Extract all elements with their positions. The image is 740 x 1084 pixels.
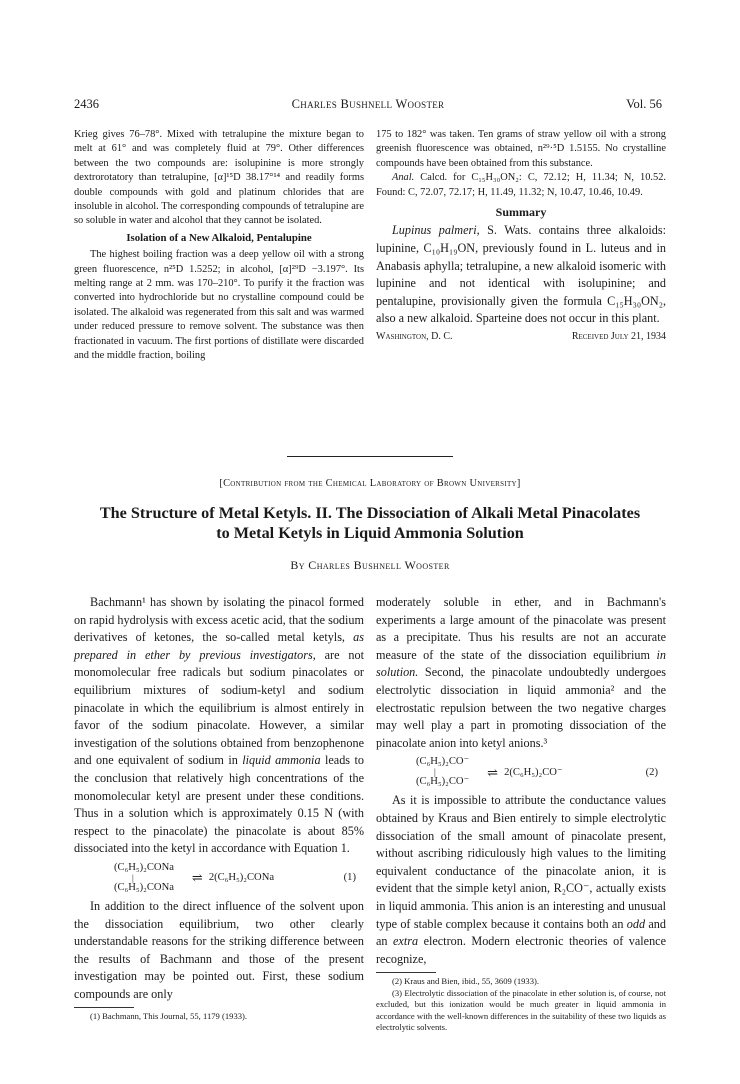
paragraph: In addition to the direct influence of the solvent upon the dissociation equilibrium, two other clearly understandable reasons for the striking difference between the results of Bachmann and those of the present investigation may be pointed out. First, these sodium compounds are only [74,898,364,1001]
footnote: (2) Kraus and Bien, ibid., 55, 3609 (1933). [392,976,540,987]
equation-1 [74,862,364,894]
summary-text: S. Wats. contains three alkaloids: lupinine, C₁₀H₁₉ON, previously found in L. luteus and in Anabasis aphylla; tetralupine, a new alkaloid isomeric with lupinine and not identical with isolupinine; and pentalupine, provisionally given the formula C₁₅H₃₀ON₂, also a new alkaloid. Sparteine does not occur in this plant. [376,223,667,326]
contribution-note: [Contribution from the Chemical Laboratory of Brown University] [219,478,521,489]
summary-species: Lupinus palmeri, [392,223,480,238]
anal-label: Anal. [392,172,415,184]
text-run: are not monomolecular free radicals but sodium pinacolates or equilibrium mixtures of sodium-ketyl and sodium pinacolate in which the equilibrium is almost entirely in favor of the sodium pinacolate. However, a similar investigation of the solutions obtained from benzophenone and one equivalent of sodium in [74,647,364,768]
footnote-rule [74,1007,134,1008]
signature-location: Washington, D. C. [376,331,453,342]
equation-term: (C₆H₅)₂CONa [114,881,174,893]
equation-number: (1) [343,872,356,884]
italic-run: as prepared in ether by previous investigators, [74,630,364,662]
equation-term: (C₆H₅)₂CONa [114,861,174,873]
footnote-rule [376,972,436,973]
body-left-column [74,594,364,1023]
equilibrium-arrow-icon: ⇌ [487,764,499,780]
section-divider [287,456,453,457]
equation-number: (2) [645,766,658,778]
equation-product: 2(C₆H₅)₂CO⁻ [504,766,563,778]
title-line: The Structure of Metal Ketyls. II. The Dissociation of Alkali Metal Pinacolates [99,504,641,522]
text-run: Bachmann¹ has shown by isolating the pinacol formed on rapid hydrolysis with excess acetic acid, that the sodium derivatives of ketones, the so-called metal ketyls, [74,595,364,645]
text-run: leads to the conclusion that relatively high concentrations of the monomolecular ketyl are present under these conditions. Thus in a solution which is approximately 0.15 N (with respect to the pinacolate) the pinacolate is about 85% dissociated into the ketyl in accordance with Equation 1. [74,753,364,856]
paragraph [376,792,666,968]
body-right-column [376,594,666,1033]
volume-label: Vol. 56 [626,97,662,111]
italic-run: liquid ammonia [242,753,321,768]
paragraph: 175 to 182° was taken. Ten grams of straw yellow oil with a strong greenish fluorescence was obtained, n²⁹·⁵D 1.5155. No crystalline compounds have been obtained from this substance. [376,129,666,169]
text-run: and an [376,916,666,949]
prev-article-right-column [376,128,666,344]
paragraph [74,594,364,858]
summary-heading: Summary [495,205,547,220]
footnote: (1) Bachmann, This Journal, 55, 1179 (1933). [90,1011,248,1022]
bond-bar: | [132,872,134,883]
section-heading: Isolation of a New Alkaloid, Pentalupine [126,231,312,244]
analysis-paragraph [376,171,666,200]
paragraph: Krieg gives 76–78°. Mixed with tetralupine the mixture began to melt at 61° and was completely fluid at 79°. Other differences between the two compounds are: isolupinine is more strongly dextrorotatory than tetralupine, [α]¹⁵D 38.17°¹⁴ and readily forms double compounds with gold and platinum chlorides that are insoluble in alcohol. The corresponding compounds of tetralupine are so soluble in water and alcohol that they cannot be isolated. [74,129,364,227]
text-run: As it is impossible to attribute the conductance values obtained by Kraus and Bien entirely to simple electrolytic dissociation of the small amount of pinacolate present, without ascribing ridiculously high values to the limiting equivalent conductance of the pinacolate anion, it is evident that the simple ketyl anion, R₂CO⁻, actually exists in liquid ammonia. This anion is an interesting and unusual type of stable complex because it contains both an [376,793,666,931]
italic-run: in solution. [376,647,666,680]
bond-bar: | [434,767,436,778]
signature-line [376,330,666,344]
equation-term: (C₆H₅)₂CO⁻ [416,756,470,768]
author-byline: By Charles Bushnell Wooster [290,558,450,572]
equilibrium-arrow-icon: ⇌ [191,870,203,886]
received-date: Received July 21, 1934 [571,331,666,342]
italic-run: odd [626,916,646,931]
paragraph: The highest boiling fraction was a deep yellow oil with a strong green fluorescence, n²⁵D 1.5252; in alcohol, [α]²⁹D −3.197°. Its melting range at 2 mm. was 170–210°. To purify it the fraction was converted into hydrochloride but no crystalline compound could be isolated. The alkaloid was regenerated from this salt and was warmed under reduced pressure to remove solvent. The substance was then fractionated in vacuum. The first portions of distillate were discarded and the middle fraction, boiling [74,249,364,362]
running-title: Charles Bushnell Wooster [291,97,445,111]
title-line: to Metal Ketyls in Liquid Ammonia Solution [216,524,524,542]
italic-run: extra [393,934,419,949]
footnote: (3) Electrolytic dissociation of the pinacolate in ether solution is, of course, not excluded, but this ionization would be much greater in liquid ammonia in accordance with the well-known differences in the suitability of these two liquids as electrolytic solvents. [376,987,666,1032]
prev-article-left-column [74,128,364,364]
text-run: Second, the pinacolate undoubtedly undergoes electrolytic dissociation in liquid ammonia² and the electrostatic repulsion between the two negative charges may well play a part in promoting dissociation of the pinacolate anion into ketyl anions.³ [376,665,666,750]
equation-term: (C₆H₅)₂CO⁻ [416,776,470,788]
text-run: moderately soluble in ether, and in Bachmann's experiments a large amount of the pinacolate was present as a precipitate. Thus his results are not an accurate measure of the state of the dissociation equilibrium [376,595,666,662]
text-run: electron. Modern electronic theories of valence recognize, [376,934,666,966]
equation-product: 2(C₆H₅)₂CONa [208,872,275,884]
equation-2 [376,756,666,788]
page-header [74,97,662,113]
summary-paragraph [376,222,666,328]
paragraph [376,594,666,752]
anal-text: Calcd. for C₁₅H₃₀ON₂: C, 72.12; H, 11.34; N, 10.52. Found: C, 72.07, 72.17; H, 11.49, 11.32; N, 10.47, 10.46, 10.49. [376,172,666,198]
page-number: 2436 [74,97,99,111]
article-title [60,503,680,543]
